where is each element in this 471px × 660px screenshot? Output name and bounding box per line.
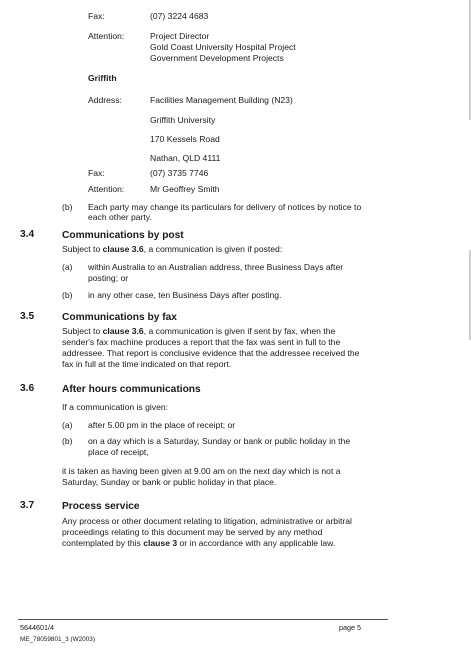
attention-line: Gold Coast University Hospital Project — [150, 42, 296, 52]
attention-line: Project Director — [150, 31, 210, 41]
address-line: Nathan, QLD 4111 — [150, 153, 221, 163]
section-number: 3.7 — [20, 500, 35, 511]
section-number: 3.4 — [20, 229, 35, 240]
section-title: Communications by fax — [62, 312, 177, 323]
paragraph-line: it is taken as having been given at 9.00 am on the next day which is not a — [62, 466, 341, 476]
paragraph-line: within Australia to an Australian address, three Business Days after — [88, 262, 344, 272]
address-line: Griffith University — [150, 115, 216, 125]
paragraph-line: place of receipt, — [88, 447, 149, 457]
section-number: 3.6 — [20, 383, 35, 394]
section-title: Communications by post — [62, 230, 184, 241]
fax-value: (07) 3735 7746 — [150, 168, 209, 178]
fax-value: (07) 3224 4683 — [150, 11, 209, 21]
paragraph-line: in any other case, ten Business Days after posting. — [88, 290, 282, 300]
list-marker: (a) — [62, 420, 73, 430]
address-line: Facilities Management Building (N23) — [150, 95, 293, 105]
paragraph-line: on a day which is a Saturday, Sunday or bank or public holiday in the — [88, 436, 351, 446]
paragraph-line: Each party may change its particulars for delivery of notices by notice to — [88, 202, 362, 212]
paragraph-line: after 5.00 pm in the place of receipt; or — [88, 420, 236, 430]
paragraph-line: proceedings relating to this document may be served by any method — [62, 527, 323, 537]
section-title: After hours communications — [62, 384, 201, 395]
footer-rule — [18, 619, 388, 620]
paragraph-line: Any process or other document relating to litigation, administrative or arbitral — [62, 516, 352, 526]
page-number: page 5 — [339, 623, 361, 632]
paragraph-line: fax in full at the time indicated on that report. — [62, 359, 232, 369]
section-title: Process service — [62, 501, 140, 512]
paragraph-line: sender's fax machine produces a report that the fax was sent in full to the — [62, 337, 341, 347]
document-reference: ME_78059801_3 (W2003) — [20, 636, 95, 643]
paragraph-line: If a communication is given: — [62, 402, 169, 412]
attention-value: Mr Geoffrey Smith — [150, 184, 220, 194]
attention-line: Government Development Projects — [150, 53, 284, 63]
address-line: 170 Kessels Road — [150, 134, 220, 144]
list-marker: (b) — [62, 290, 73, 300]
paragraph-line: Subject to clause 3.6, a communication is given if sent by fax, when the — [62, 326, 336, 336]
paragraph-line: Saturday, Sunday or bank or public holiday in that place. — [62, 477, 277, 487]
section-number: 3.5 — [20, 311, 35, 322]
paragraph-line: contemplated by this clause 3 or in accordance with any applicable law. — [62, 538, 336, 548]
paragraph-line: Subject to clause 3.6, a communication is given if posted: — [62, 244, 283, 254]
party-heading: Griffith — [88, 73, 117, 83]
attention-label: Attention: — [88, 184, 125, 194]
list-marker: (a) — [62, 262, 73, 272]
fax-label: Fax: — [88, 168, 105, 178]
fax-label: Fax: — [88, 11, 105, 21]
document-number: 5644601/4 — [20, 623, 54, 632]
paragraph-line: posting; or — [88, 273, 129, 283]
attention-label: Attention: — [88, 31, 125, 41]
list-marker: (b) — [62, 202, 73, 212]
address-label: Address: — [88, 95, 122, 105]
paragraph-line: each other party. — [88, 212, 152, 222]
paragraph-line: addressee. That report is conclusive evidence that the addressee received the — [62, 348, 360, 358]
list-marker: (b) — [62, 436, 73, 446]
